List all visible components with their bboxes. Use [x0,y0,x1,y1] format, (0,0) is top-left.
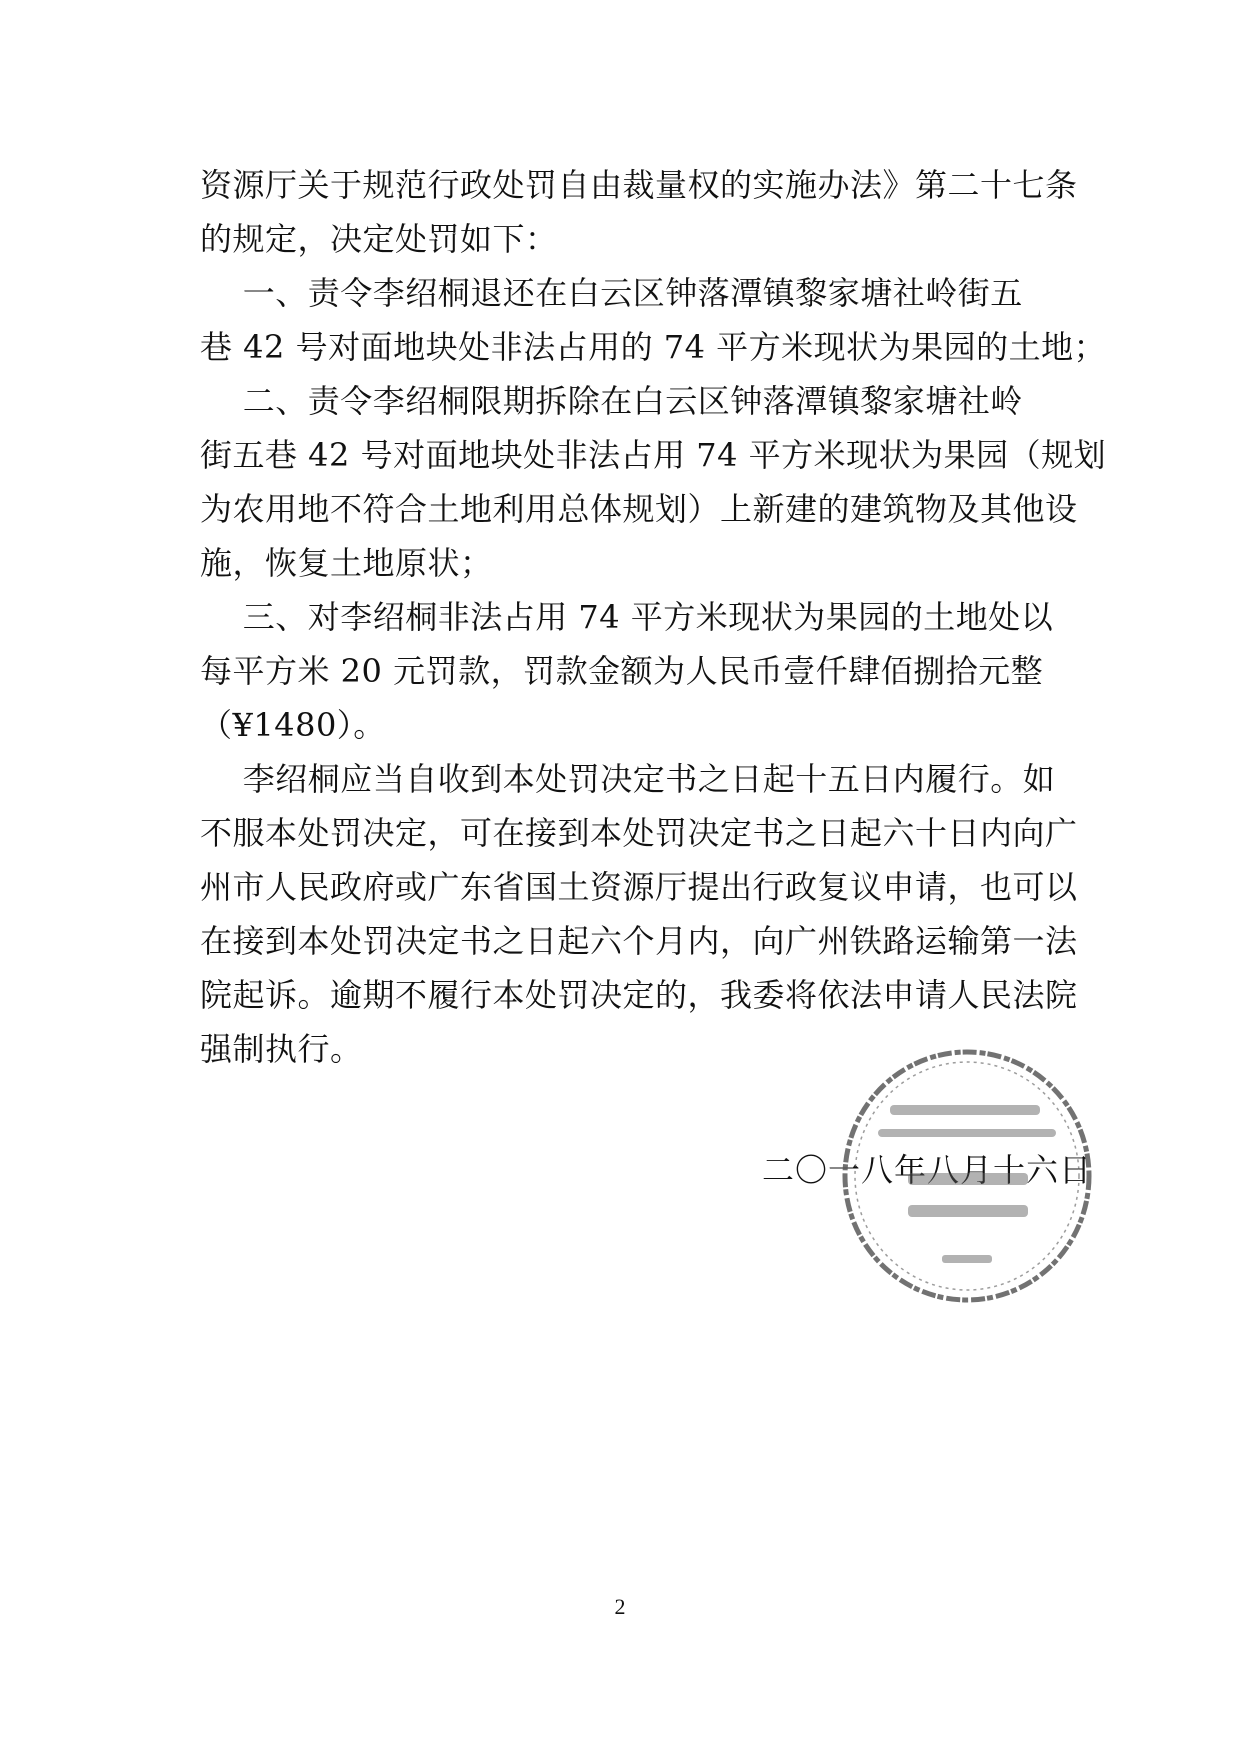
text-line: 强制执行。 [200,1030,363,1068]
text-line: 院起诉。逾期不履行本处罚决定的，我委将依法申请人民法院 [200,976,1078,1014]
text-line: 每平方米 20 元罚款，罚款金额为人民币壹仟肆佰捌拾元整 [200,652,1044,690]
text-line: 一、责令李绍桐退还在白云区钟落潭镇黎家塘社岭街五 [200,274,1023,312]
document-date: 二〇一八年八月十六日 [762,1151,1093,1189]
text-line: 巷 42 号对面地块处非法占用的 74 平方米现状为果园的土地； [200,328,1107,366]
text-line: 在接到本处罚决定书之日起六个月内，向广州铁路运输第一法 [200,922,1078,960]
text-line: 州市人民政府或广东省国土资源厅提出行政复议申请，也可以 [200,868,1078,906]
text-line: 李绍桐应当自收到本处罚决定书之日起十五日内履行。如 [200,760,1056,798]
text-line: 施，恢复土地原状； [200,544,493,582]
seal-texture [878,1105,1056,1263]
text-line: 街五巷 42 号对面地块处非法占用 74 平方米现状为果园（规划 [200,436,1107,474]
text-line: 三、对李绍桐非法占用 74 平方米现状为果园的土地处以 [200,598,1054,636]
official-seal [838,1045,1096,1307]
text-line: 二、责令李绍桐限期拆除在白云区钟落潭镇黎家塘社岭 [200,382,1023,420]
text-line: 资源厅关于规范行政处罚自由裁量权的实施办法》第二十七条 [200,166,1078,204]
text-line: （¥1480）。 [200,706,386,744]
document-body [200,158,1107,1076]
page-number: 2 [614,1594,626,1619]
text-line: 的规定，决定处罚如下： [200,220,558,258]
text-line: 为农用地不符合土地利用总体规划）上新建的建筑物及其他设 [200,490,1078,528]
text-line: 不服本处罚决定，可在接到本处罚决定书之日起六十日内向广 [200,814,1078,852]
